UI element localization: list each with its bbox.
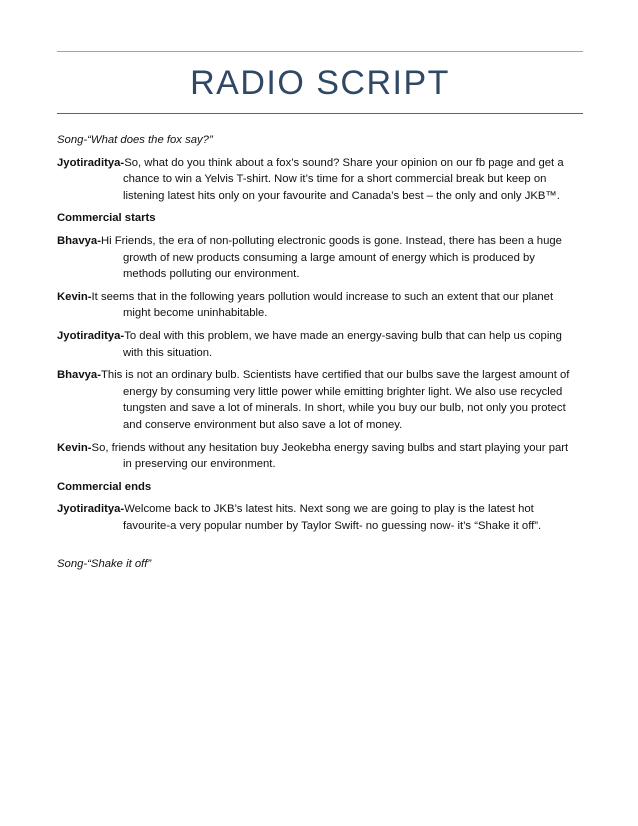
dialogue-continuation: in preserving our environment. — [123, 458, 276, 471]
dialogue-continuation: might become uninhabitable. — [123, 307, 268, 320]
dialogue-continuation: growth of new products consuming a large amount of energy which is produced by — [123, 251, 535, 264]
title-bottom-rule — [57, 113, 583, 114]
dialogue-text: This is not an ordinary bulb. Scientists have certified that our bulbs save the largest amount of — [100, 369, 570, 382]
speaker-name: Jyotiraditya- — [57, 156, 125, 169]
dialogue-text: So, friends without any hesitation buy Jeokebha energy saving bulbs and start playing your part — [91, 441, 569, 454]
dialogue-continuation: favourite-a very popular number by Taylor Swift- no guessing now- it’s “Shake it off”. — [123, 520, 542, 532]
speaker-name: Bhavya- — [57, 369, 101, 382]
dialogue-text: Hi Friends, the era of non-polluting electronic goods is gone. Instead, there has been a huge — [100, 235, 562, 247]
speaker-name: Kevin- — [57, 441, 92, 454]
dialogue-continuation: energy by consuming very little power while emitting brighter light. We also use recycled — [123, 385, 563, 398]
dialogue-text: To deal with this problem, we have made an energy-saving bulb that can help us coping — [124, 330, 562, 342]
dialogue-line — [57, 328, 562, 345]
dialogue-continuation: tungsten and save a lot of minerals. In short, while you buy our bulb, not only you protect — [123, 402, 566, 415]
speaker-name: Jyotiraditya- — [57, 503, 125, 516]
song-intro: Song-“What does the fox say?” — [57, 134, 213, 146]
dialogue-line — [57, 289, 553, 306]
dialogue-text: It seems that in the following years pollution would increase to such an extent that our planet — [91, 290, 554, 303]
dialogue-line — [57, 233, 562, 250]
dialogue-continuation: with this situation. — [123, 346, 213, 359]
page-title: RADIO SCRIPT — [190, 64, 450, 102]
dialogue-continuation: chance to win a Yelvis T-shirt. Now it’s time for a short commercial break but keep on — [123, 173, 547, 186]
dialogue-continuation: and conserve environment but also save a lot of money. — [123, 419, 403, 431]
dialogue-continuation: methods polluting our environment. — [123, 268, 300, 281]
dialogue-continuation: listening latest hits only on your favourite and Canada’s best – the only and only JKB™. — [123, 189, 560, 202]
dialogue-line — [57, 155, 564, 172]
speaker-name: Bhavya- — [57, 235, 101, 247]
dialogue-line — [57, 440, 568, 457]
dialogue-line — [57, 367, 569, 384]
dialogue-text: So, what do you think about a fox’s sound? Share your opinion on our fb page and get a — [124, 156, 564, 169]
dialogue-line — [57, 501, 534, 518]
speaker-name: Kevin- — [57, 290, 92, 303]
section-heading: Commercial starts — [57, 212, 156, 225]
song-outro: Song-“Shake it off” — [57, 557, 152, 570]
section-heading: Commercial ends — [57, 480, 152, 493]
title-top-rule — [57, 51, 583, 52]
speaker-name: Jyotiraditya- — [57, 330, 125, 342]
dialogue-text: Welcome back to JKB’s latest hits. Next song we are going to play is the latest hot — [124, 503, 534, 516]
